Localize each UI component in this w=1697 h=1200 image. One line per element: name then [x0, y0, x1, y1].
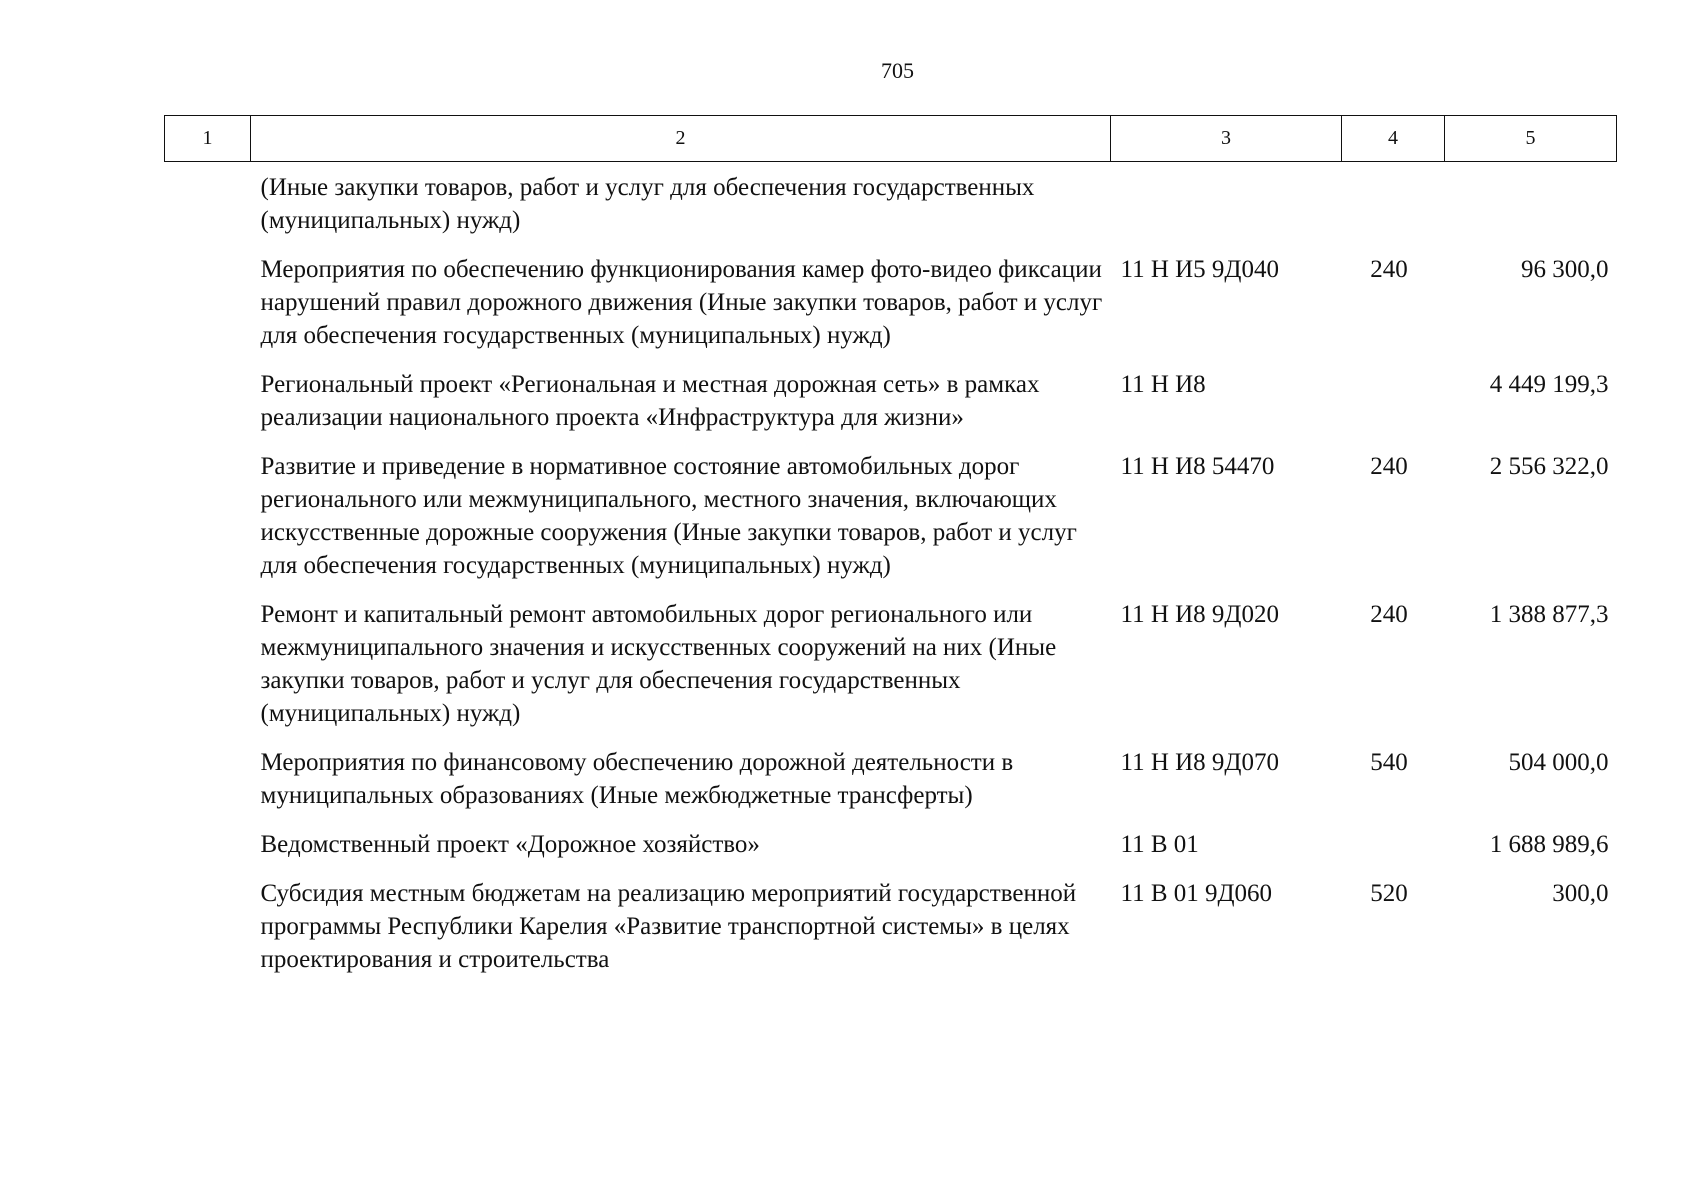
row-index-cell: [165, 253, 251, 368]
row-index-cell: [165, 877, 251, 992]
row-amount: 4 449 199,3: [1489, 371, 1609, 398]
table-row: [165, 253, 1617, 368]
row-index-cell: [165, 828, 251, 877]
row-index-cell: [165, 450, 251, 598]
row-type: 240: [1370, 601, 1408, 628]
row-amount: 96 300,0: [1521, 256, 1609, 283]
row-type: 520: [1370, 880, 1408, 907]
row-amount: 2 556 322,0: [1489, 453, 1609, 480]
row-index-cell: [165, 598, 251, 746]
row-code: 11 Н И8 54470: [1120, 453, 1275, 480]
row-index-cell: [165, 746, 251, 828]
table-row: [165, 877, 1617, 992]
row-name: (Иные закупки товаров, работ и услуг для обеспечения государственных (муниципальных) нужд): [260, 174, 1035, 234]
table-row: [165, 368, 1617, 450]
row-name: Мероприятия по обеспечению функционирования камер фото-видео фиксации нарушений правил дорожного движения (Иные закупки товаров, работ и услуг для обеспечения государственных (муниципальных) нужд): [260, 256, 1103, 349]
row-type: 540: [1370, 749, 1408, 776]
table-row: [165, 162, 1617, 254]
row-amount: 1 688 989,6: [1489, 831, 1609, 858]
row-code: [1111, 162, 1342, 254]
table-row: [165, 746, 1617, 828]
row-amount: 300,0: [1552, 880, 1609, 907]
header-col-1: 1: [165, 116, 251, 162]
row-code: 11 Н И5 9Д040: [1120, 256, 1279, 283]
row-name: Региональный проект «Региональная и местная дорожная сеть» в рамках реализации национального проекта «Инфраструктура для жизни»: [260, 371, 1040, 431]
header-col-4: 4: [1342, 116, 1445, 162]
row-type: [1342, 162, 1445, 254]
row-amount: 1 388 877,3: [1489, 601, 1609, 628]
row-name: Субсидия местным бюджетам на реализацию мероприятий государственной программы Республики Карелия «Развитие транспортной системы» в целях проектирования и строительства: [260, 880, 1077, 973]
page-number: 705: [881, 58, 914, 83]
row-code: 11 Н И8: [1120, 371, 1206, 398]
table-row: [165, 598, 1617, 746]
row-index-cell: [165, 162, 251, 254]
table-row: [165, 450, 1617, 598]
row-name: Развитие и приведение в нормативное состояние автомобильных дорог регионального или межмуниципального, местного значения, включающих искусственные дорожные сооружения (Иные закупки товаров, работ и услуг для обеспечения государственных (муниципальных) нужд): [260, 453, 1077, 579]
row-name: Ремонт и капитальный ремонт автомобильных дорог регионального или межмуниципального значения и искусственных сооружений на них (Иные закупки товаров, работ и услуг для обеспечения государственных (муниципальных) нужд): [260, 601, 1057, 727]
row-type: 240: [1370, 256, 1408, 283]
row-type: [1342, 828, 1445, 877]
table-header: [165, 116, 1617, 162]
table-row: [165, 828, 1617, 877]
header-col-2: 2: [251, 116, 1111, 162]
row-name: Ведомственный проект «Дорожное хозяйство»: [260, 831, 760, 858]
budget-table: [164, 115, 1617, 992]
row-amount: [1445, 162, 1617, 254]
row-amount: 504 000,0: [1508, 749, 1609, 776]
header-col-5: 5: [1445, 116, 1617, 162]
row-code: 11 В 01: [1120, 831, 1199, 858]
row-name: Мероприятия по финансовому обеспечению дорожной деятельности в муниципальных образованиях (Иные межбюджетные трансферты): [260, 749, 1014, 809]
row-code: 11 Н И8 9Д020: [1120, 601, 1279, 628]
row-code: 11 Н И8 9Д070: [1120, 749, 1279, 776]
row-code: 11 В 01 9Д060: [1120, 880, 1273, 907]
row-type: [1342, 368, 1445, 450]
row-index-cell: [165, 368, 251, 450]
header-col-3: 3: [1111, 116, 1342, 162]
row-type: 240: [1370, 453, 1408, 480]
